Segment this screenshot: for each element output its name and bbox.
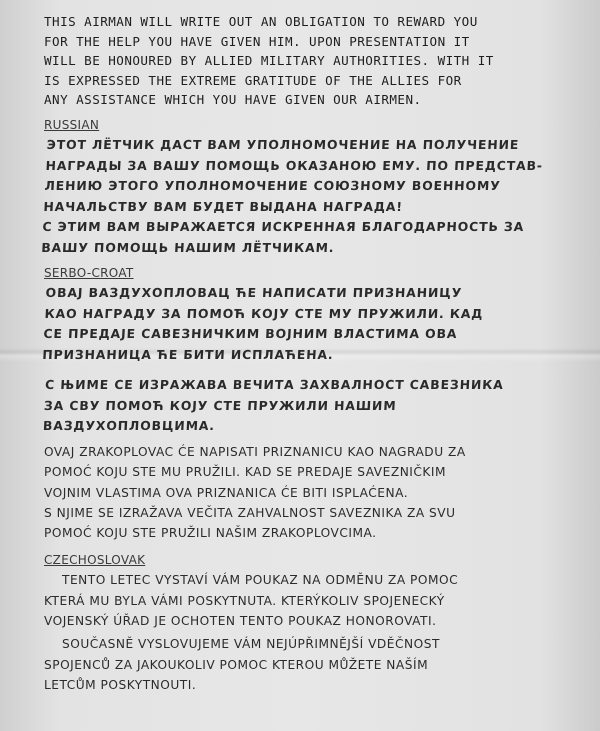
serbo-croat-latin-para-1 <box>44 442 578 503</box>
intro-line: FOR THE HELP YOU HAVE GIVEN HIM. UPON PRESENTATION IT <box>44 33 470 49</box>
czechoslovak-heading: CZECHOSLOVAK <box>44 553 146 568</box>
russian-line: ВАШУ ПОМОЩЬ НАШИМ ЛЁТЧИКАМ. <box>40 239 335 254</box>
serbo-cyrillic-line: ПРИЗНАНИЦА ЋЕ БИТИ ИСПЛАЋЕНА. <box>42 346 334 361</box>
czech-line: SPOJENCŮ ZA JAKOUKOLIV POMOC KTEROU MŮŽETE NAŠÍM <box>44 657 429 672</box>
intro-line: THIS AIRMAN WILL WRITE OUT AN OBLIGATION TO REWARD YOU <box>44 14 478 29</box>
russian-heading: RUSSIAN <box>44 117 100 132</box>
czech-line: SOUČASNĚ VYSLOVUJEME VÁM NEJÚPŘIMNĚJŠÍ VDĚČNOST <box>62 637 440 652</box>
serbo-latin-line: S NJIME SE IZRAŽAVA VEČITA ZAHVALNOST SAVEZNIKA ZA SVU <box>44 505 456 520</box>
czech-line: LETCŮM POSKYTNOUTI. <box>44 677 197 692</box>
czechoslovak-para-2 <box>44 634 578 695</box>
russian-text <box>41 135 581 258</box>
serbo-croat-latin-para-2 <box>44 503 578 544</box>
czech-line: KTERÁ MU BYLA VÁMI POSKYTNUTA. KTERÝKOLIV SPOJENECKÝ <box>44 593 445 608</box>
intro-line: ANY ASSISTANCE WHICH YOU HAVE GIVEN OUR AIRMEN. <box>44 92 422 107</box>
serbo-cyrillic-line: ВАЗДУХОПЛОВЦИМА. <box>42 417 216 433</box>
czech-line: VOJENSKÝ ÚŘAD JE OCHOTEN TENTO POUKAZ HONOROVATI. <box>44 614 437 629</box>
russian-line: С ЭТИМ ВАМ ВЫРАЖАЕТСЯ ИСКРЕННАЯ БЛАГОДАРНОСТЬ ЗА <box>42 218 525 234</box>
serbo-cyrillic-line: С ЊИМЕ СЕ ИЗРАЖАВА ВЕЧИТА ЗАХВАЛНОСТ САВЕЗНИКА <box>44 376 505 392</box>
russian-line: НАГРАДЫ ЗА ВАШУ ПОМОЩЬ ОКАЗАНОЮ ЕМУ. ПО ПРЕДСТАВ- <box>45 157 544 172</box>
czechoslovak-para-1 <box>44 570 578 631</box>
serbo-latin-line: POMOĆ KOJU STE MU PRUŽILI. KAD SE PREDAJE SAVEZNIČKIM <box>44 465 447 480</box>
serbo-cyrillic-line: СЕ ПРЕДАЈЕ САВЕЗНИЧКИМ ВОЈНИМ ВЛАСТИМА ОВА <box>43 325 458 341</box>
serbo-latin-line: VOJNIM VLASTIMA OVA PRIZNANICA ĆE BITI ISPLAĆENA. <box>44 485 409 500</box>
serbo-cyrillic-line: КАО НАГРАДУ ЗА ПОМОЋ КОЈУ СТЕ МУ ПРУЖИЛИ. КАД <box>44 305 484 320</box>
intro-line: IS EXPRESSED THE EXTREME GRATITUDE OF THE ALLIES FOR <box>44 72 462 88</box>
serbo-croat-cyrillic-para-2 <box>42 375 579 437</box>
serbo-cyrillic-line: ЗА СВУ ПОМОЋ КОЈУ СТЕ ПРУЖИЛИ НАШИМ <box>43 397 397 412</box>
serbo-latin-line: OVAJ ZRAKOPLOVAC ĆE NAPISATI PRIZNANICU KAO NAGRADU ZA <box>44 445 466 459</box>
english-intro <box>44 12 578 110</box>
serbo-latin-line: POMOĆ KOJU STE PRUŽILI NAŠIM ZRAKOPLOVCIMA. <box>44 526 377 541</box>
serbo-croat-heading: SERBO-CROAT <box>44 265 134 280</box>
serbo-cyrillic-line: ОВАЈ ВАЗДУХОПЛОВАЦ ЋЕ НАПИСАТИ ПРИЗНАНИЦУ <box>45 284 463 300</box>
intro-line: WILL BE HONOURED BY ALLIED MILITARY AUTHORITIES. WITH IT <box>44 53 494 68</box>
russian-line: НАЧАЛЬСТВУ ВАМ БУДЕТ ВЫДАНА НАГРАДА! <box>43 198 404 213</box>
czech-line: TENTO LETEC VYSTAVÍ VÁM POUKAZ NA ODMĚNU ZA POMOC <box>62 573 459 588</box>
russian-line: ЛЕНИЮ ЭТОГО УПОЛНОМОЧЕНИЕ СОЮЗНОМУ ВОЕННОМУ <box>44 177 502 193</box>
russian-line: ЭТОТ ЛЁТЧИК ДАСТ ВАМ УПОЛНОМОЧЕНИЕ НА ПОЛУЧЕНИЕ <box>46 136 520 152</box>
serbo-croat-cyrillic-para-1 <box>42 283 580 365</box>
